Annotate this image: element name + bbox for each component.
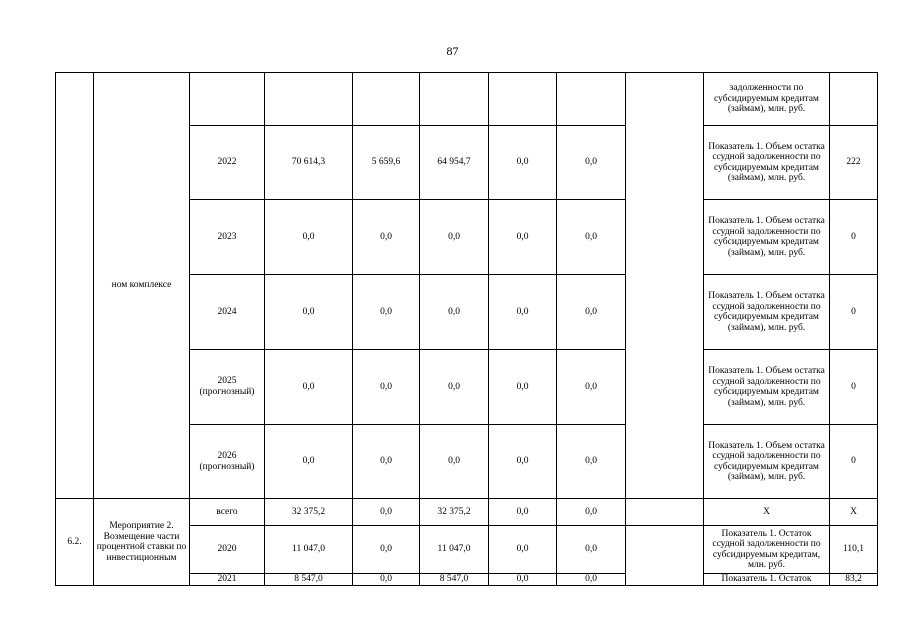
indicator-cell: Показатель 1. Объем остатка ссудной задолженности по субсидируемым кредитам (займам), млн. руб. <box>704 126 830 200</box>
total-cell: 32 375,2 <box>265 499 353 526</box>
regional-cell: 0,0 <box>420 425 489 499</box>
value-cell: 0 <box>830 425 878 499</box>
year-cell: всего <box>190 499 265 526</box>
federal-cell: 0,0 <box>353 275 420 350</box>
total-cell: 0,0 <box>265 275 353 350</box>
municipal-cell: 0,0 <box>489 425 557 499</box>
municipal-cell: 0,0 <box>489 350 557 425</box>
other-cell: 0,0 <box>557 275 626 350</box>
indicator-cell: Х <box>704 499 830 526</box>
total-cell: 11 047,0 <box>265 526 353 574</box>
other-cell: 0,0 <box>557 126 626 200</box>
other-cell: 0,0 <box>557 425 626 499</box>
total-cell: 70 614,3 <box>265 126 353 200</box>
federal-cell: 0,0 <box>353 350 420 425</box>
federal-cell: 0,0 <box>353 574 420 586</box>
indicator-cell: Показатель 1. Объем остатка ссудной задолженности по субсидируемым кредитам (займам), млн. руб. <box>704 350 830 425</box>
year-cell <box>190 425 265 499</box>
year-cell <box>190 350 265 425</box>
value-cell: 222 <box>830 126 878 200</box>
indicator-cell: Показатель 1. Объем остатка ссудной задолженности по субсидируемым кредитам (займам), млн. руб. <box>704 200 830 275</box>
regional-cell: 32 375,2 <box>420 499 489 526</box>
municipal-cell: 0,0 <box>489 499 557 526</box>
indicator-cell: Показатель 1. Объем остатка ссудной задолженности по субсидируемым кредитам (займам), млн. руб. <box>704 275 830 350</box>
indicator-cell: Показатель 1. Объем остатка ссудной задолженности по субсидируемым кредитам (займам), млн. руб. <box>704 425 830 499</box>
value-cell: 110,1 <box>830 526 878 574</box>
indicator-cell: Показатель 1. Остаток <box>704 574 830 586</box>
year-note: (прогнозный) <box>199 387 255 397</box>
page-number: 87 <box>446 44 459 58</box>
regional-cell: 0,0 <box>420 350 489 425</box>
federal-cell: 0,0 <box>353 526 420 574</box>
program-table <box>55 72 878 586</box>
federal-cell: 0,0 <box>353 499 420 526</box>
indicator-cell: задолженности по субсидируемым кредитам (займам), млн. руб. <box>704 73 830 126</box>
year-cell: 2021 <box>190 574 265 586</box>
value-cell: 83,2 <box>830 574 878 586</box>
federal-cell: 0,0 <box>353 200 420 275</box>
value-cell: 0 <box>830 275 878 350</box>
regional-cell: 64 954,7 <box>420 126 489 200</box>
year-cell: 2024 <box>190 275 265 350</box>
indicator-cell: Показатель 1. Остаток ссудной задолженности по субсидируемым кредитам, млн. руб. <box>704 526 830 574</box>
regional-cell: 0,0 <box>420 275 489 350</box>
other-cell: 0,0 <box>557 574 626 586</box>
event-name-cell: ном комплексе <box>94 73 190 499</box>
municipal-cell: 0,0 <box>489 200 557 275</box>
total-cell: 8 547,0 <box>265 574 353 586</box>
other-cell: 0,0 <box>557 499 626 526</box>
municipal-cell: 0,0 <box>489 526 557 574</box>
row-number-cell: 6.2. <box>56 499 94 586</box>
total-cell: 0,0 <box>265 425 353 499</box>
executor-cell <box>626 499 704 526</box>
regional-cell: 8 547,0 <box>420 574 489 586</box>
other-cell: 0,0 <box>557 350 626 425</box>
value-cell <box>830 73 878 126</box>
event-name-cell: Мероприятие 2. Возмещение части процентной ставки по инвестиционным <box>94 499 190 586</box>
federal-cell: 0,0 <box>353 425 420 499</box>
regional-cell: 11 047,0 <box>420 526 489 574</box>
other-cell: 0,0 <box>557 200 626 275</box>
value-cell: Х <box>830 499 878 526</box>
total-cell: 0,0 <box>265 350 353 425</box>
municipal-cell: 0,0 <box>489 574 557 586</box>
table-row <box>56 73 878 126</box>
year-cell: 2020 <box>190 526 265 574</box>
year-label: 2026 <box>217 450 237 461</box>
municipal-cell: 0,0 <box>489 275 557 350</box>
federal-cell: 5 659,6 <box>353 126 420 200</box>
value-cell: 0 <box>830 350 878 425</box>
value-cell: 0 <box>830 200 878 275</box>
municipal-cell: 0,0 <box>489 126 557 200</box>
row-number-cell <box>56 73 94 499</box>
executor-cell <box>626 73 704 499</box>
executor-cell <box>626 526 704 586</box>
year-cell: 2022 <box>190 126 265 200</box>
year-label: 2025 <box>217 376 237 386</box>
year-cell: 2023 <box>190 200 265 275</box>
year-cell <box>190 73 265 126</box>
other-cell: 0,0 <box>557 526 626 574</box>
regional-cell: 0,0 <box>420 200 489 275</box>
table-row <box>56 499 878 526</box>
year-note: (прогнозный) <box>199 461 255 472</box>
total-cell: 0,0 <box>265 200 353 275</box>
